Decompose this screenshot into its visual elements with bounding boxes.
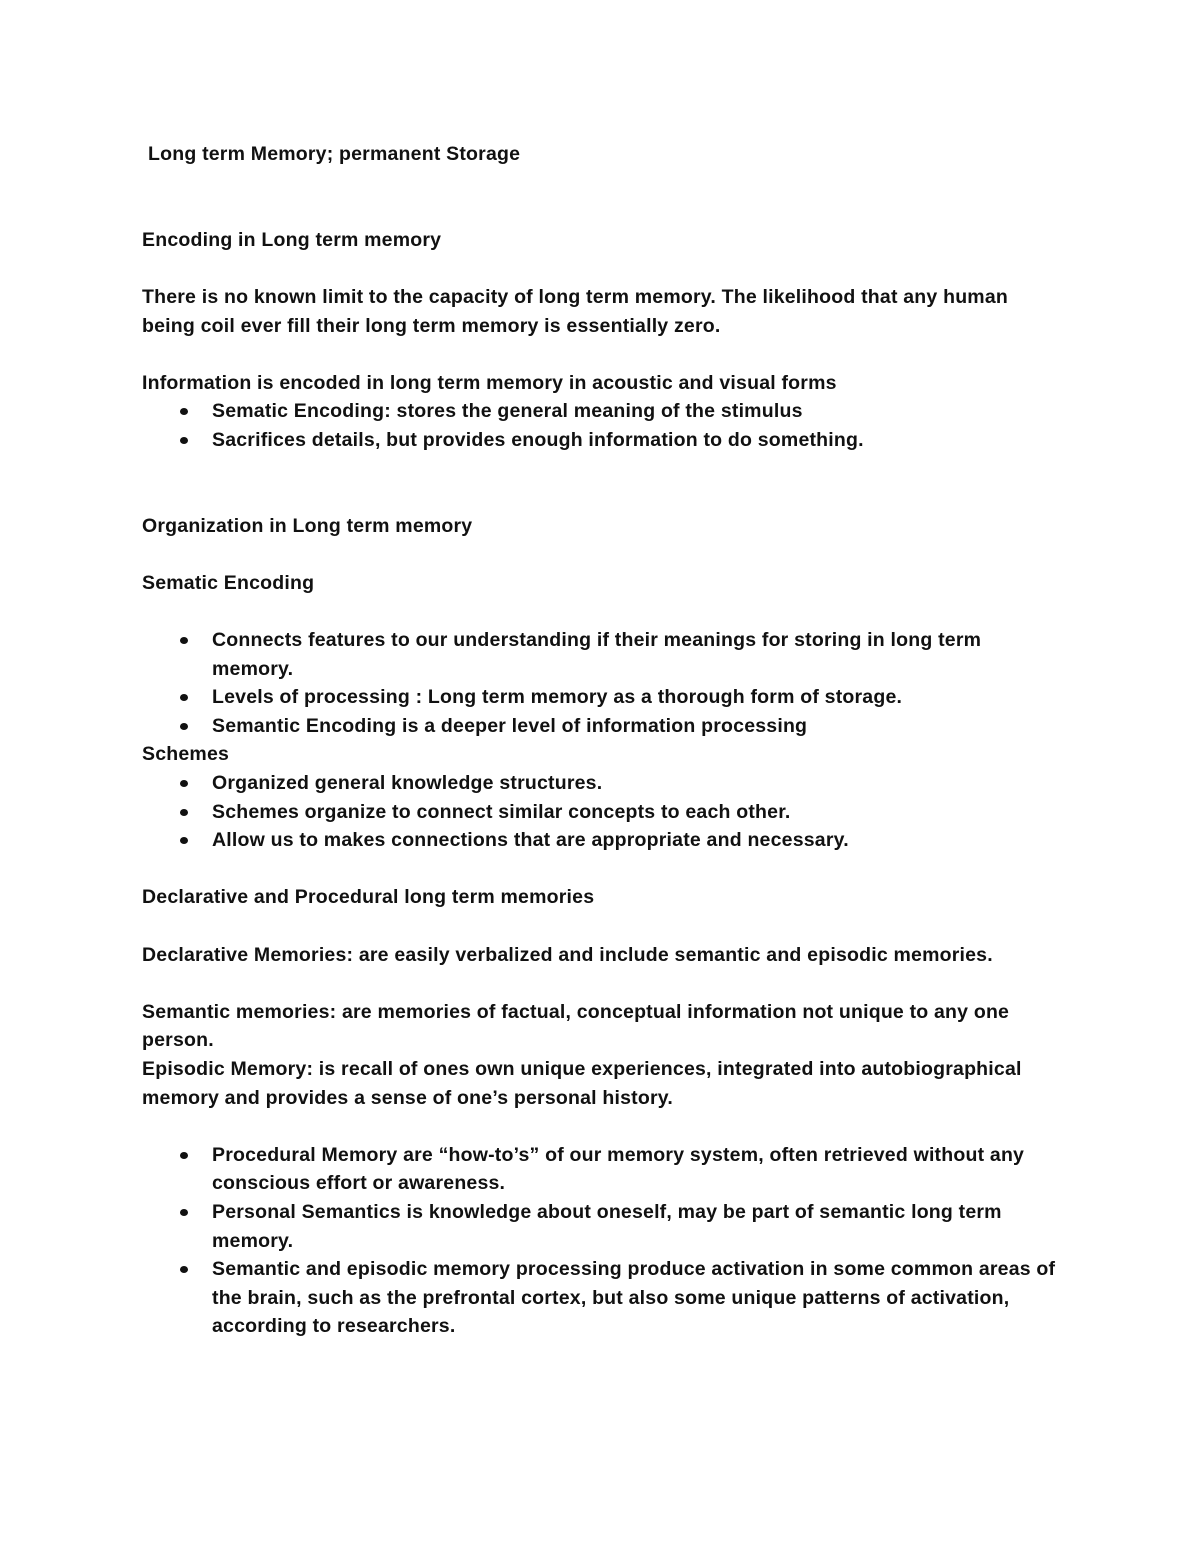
- subheading-sematic-encoding: Sematic Encoding: [142, 571, 315, 594]
- spacer: [142, 855, 1062, 884]
- bullet-icon: [180, 1266, 188, 1273]
- spacer: [142, 540, 1062, 569]
- section-heading-organization: Organization in Long term memory: [142, 514, 473, 537]
- encoding-bullet-list: [142, 397, 1062, 454]
- document-body: [142, 140, 1062, 1341]
- bullet-icon: [180, 437, 188, 444]
- list-item: [142, 683, 1062, 712]
- list-item-text: Allow us to makes connections that are appropriate and necessary.: [212, 829, 849, 852]
- bullet-icon: [180, 780, 188, 787]
- list-item: [142, 626, 1062, 683]
- paragraph-capacity: There is no known limit to the capacity of long term memory. The likelihood that any human being coil ever fill their long term memory is essentially zero.: [142, 285, 1009, 337]
- list-item-text: Schemes organize to connect similar concepts to each other.: [212, 800, 791, 823]
- bullet-icon: [180, 1209, 188, 1216]
- list-item: [142, 798, 1062, 827]
- paragraph-episodic: Episodic Memory: is recall of ones own unique experiences, integrated into autobiographical memory and provides a sense of one’s personal history.: [142, 1058, 1022, 1109]
- list-item-text: Semantic and episodic memory processing produce activation in some common areas of the brain, such as the prefrontal cortex, but also some unique patterns of activation, according to researchers.: [212, 1258, 1056, 1338]
- list-item: [142, 1141, 1062, 1198]
- list-item-text: Semantic Encoding is a deeper level of information processing: [212, 714, 808, 737]
- memory-types-bullet-list: [142, 1141, 1062, 1341]
- spacer: [142, 169, 1062, 226]
- bullet-icon: [180, 809, 188, 816]
- spacer: [142, 598, 1062, 627]
- spacer: [142, 254, 1062, 283]
- bullet-icon: [180, 723, 188, 730]
- paragraph-declarative: Declarative Memories: are easily verbalized and include semantic and episodic memories.: [142, 943, 993, 966]
- spacer: [142, 455, 1062, 512]
- list-item: [142, 1255, 1062, 1341]
- list-item-text: Levels of processing : Long term memory as a thorough form of storage.: [212, 686, 903, 709]
- list-item: [142, 397, 1062, 426]
- list-item: [142, 1198, 1062, 1255]
- paragraph-semantic: Semantic memories: are memories of factual, conceptual information not unique to any one person.: [142, 1000, 1010, 1052]
- spacer: [142, 969, 1062, 998]
- bullet-icon: [180, 694, 188, 701]
- bullet-icon: [180, 408, 188, 415]
- schemes-bullet-list: [142, 769, 1062, 855]
- document-title: Long term Memory; permanent Storage: [148, 143, 521, 165]
- spacer: [142, 340, 1062, 369]
- paragraph-encoding-forms: Information is encoded in long term memory in acoustic and visual forms: [142, 371, 837, 394]
- list-item-text: Connects features to our understanding if their meanings for storing in long term memory.: [212, 629, 982, 680]
- list-item-text: Personal Semantics is knowledge about oneself, may be part of semantic long term memory.: [212, 1200, 1002, 1252]
- list-item-text: Sacrifices details, but provides enough information to do something.: [212, 428, 864, 451]
- spacer: [142, 1112, 1062, 1141]
- list-item: [142, 426, 1062, 455]
- spacer: [142, 912, 1062, 941]
- section-heading-encoding: Encoding in Long term memory: [142, 228, 442, 251]
- bullet-icon: [180, 837, 188, 844]
- bullet-icon: [180, 637, 188, 644]
- subheading-schemes: Schemes: [142, 743, 230, 766]
- bullet-icon: [180, 1152, 188, 1159]
- sematic-encoding-bullet-list: [142, 626, 1062, 740]
- section-heading-declarative-procedural: Declarative and Procedural long term memories: [142, 886, 595, 909]
- list-item: [142, 769, 1062, 798]
- list-item-text: Organized general knowledge structures.: [212, 772, 603, 795]
- list-item-text: Procedural Memory are “how-to’s” of our memory system, often retrieved without any conscious effort or awareness.: [212, 1143, 1025, 1195]
- list-item-text: Sematic Encoding: stores the general meaning of the stimulus: [212, 400, 803, 423]
- list-item: [142, 712, 1062, 741]
- list-item: [142, 826, 1062, 855]
